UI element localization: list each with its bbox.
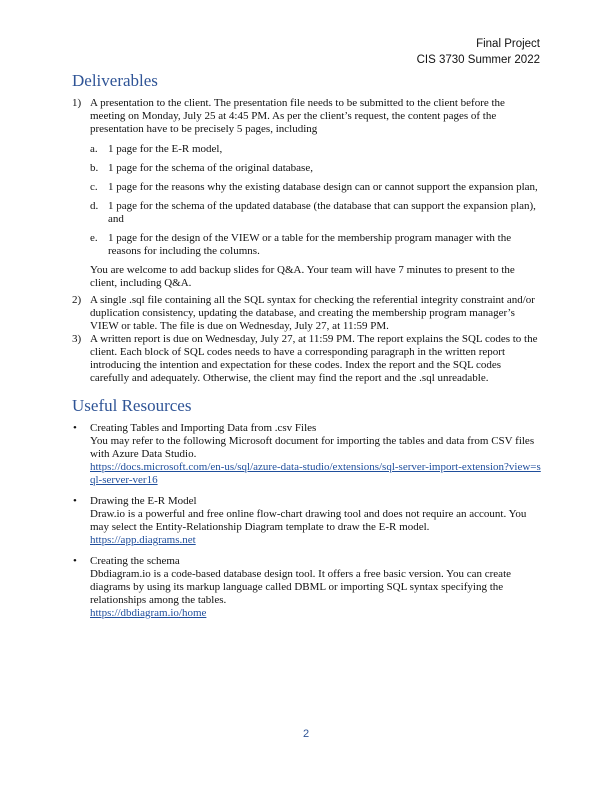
item-text: A written report is due on Wednesday, July 27, at 11:59 PM. The report explains the SQL codes to the client. Each block of SQL codes needs to have a corresponding paragraph in the written report introducing the intention and expectation for these codes. Index the report and the SQL codes carefully and adequately. Otherwise, the client may find the report and the .sql unreadable. [90,333,538,384]
deliverable-item-1 [72,97,542,290]
resource-link[interactable]: https://dbdiagram.io/home [90,607,207,619]
resources-heading: Useful Resources [72,396,192,415]
subitem-letter: c. [90,181,98,193]
resource-item-er-model [72,495,542,547]
subitem-d [90,200,542,226]
item-text: A single .sql file containing all the SQL syntax for checking the referential integrity constraint and/or duplication consistency, updating the database, and creating the membership program manager’s VIEW or table. The file is due on Wednesday, July 27, at 11:59 PM. [90,294,535,332]
resource-link[interactable]: https://app.diagrams.net [90,534,196,546]
deliverables-heading: Deliverables [72,71,158,90]
resource-link[interactable]: https://docs.microsoft.com/en-us/sql/azure-data-studio/extensions/sql-server-import-extension?view=sql-server-ver16 [90,461,541,486]
item-number: 2) [72,294,82,306]
resource-item-schema [72,555,542,620]
resource-title: Drawing the E-R Model [90,495,197,507]
resource-body: You may refer to the following Microsoft document for importing the tables and data from CSV files with Azure Data Studio. [90,435,535,460]
subitem-a [90,143,542,156]
deliverable-item-2 [72,294,542,333]
subitem-text: 1 page for the schema of the updated database (the database that can support the expansion plan), and [108,200,536,225]
page-header [417,36,540,68]
resource-title: Creating Tables and Importing Data from .csv Files [90,422,317,434]
header-course: CIS 3730 Summer 2022 [416,54,540,66]
item-followup-text: You are welcome to add backup slides for Q&A. Your team will have 7 minutes to present to the client, including Q&A. [90,264,515,289]
resource-item-csv [72,422,542,487]
resource-body: Dbdiagram.io is a code-based database design tool. It offers a free basic version. You can create diagrams by using its markup language called DBML or importing SQL syntax specifying the relationships among the tables. [90,568,512,606]
subitem-text: 1 page for the reasons why the existing database design can or cannot support the expansion plan, [108,181,538,193]
subitem-letter: a. [90,143,98,155]
subitem-c [90,181,542,194]
bullet-icon: • [73,495,77,507]
subitem-text: 1 page for the E-R model, [108,143,223,155]
subitem-b [90,162,542,175]
subitem-letter: b. [90,162,99,174]
page-number: 2 [302,728,310,740]
bullet-icon: • [73,555,77,567]
page-content [72,71,542,628]
resource-body: Draw.io is a powerful and free online flow-chart drawing tool and does not require an account. You may select the Entity-Relationship Diagram template to draw the E-R model. [90,508,527,533]
subitem-letter: e. [90,232,98,244]
item-text: A presentation to the client. The presentation file needs to be submitted to the client before the meeting on Monday, July 25 at 4:45 PM. As per the client’s request, the content pages of the presentation have to be precisely 5 pages, including [90,97,505,135]
subitem-text: 1 page for the design of the VIEW or a table for the membership program manager with the reasons for including the columns. [108,232,512,257]
item-number: 3) [72,333,82,345]
subitem-letter: d. [90,200,99,212]
resource-title: Creating the schema [90,555,180,567]
deliverable-item-3 [72,333,542,385]
item-number: 1) [72,97,82,109]
subitem-e [90,232,542,258]
bullet-icon: • [73,422,77,434]
subitem-text: 1 page for the schema of the original database, [108,162,313,174]
header-project-title: Final Project [476,38,540,50]
subitem-list [90,143,542,258]
